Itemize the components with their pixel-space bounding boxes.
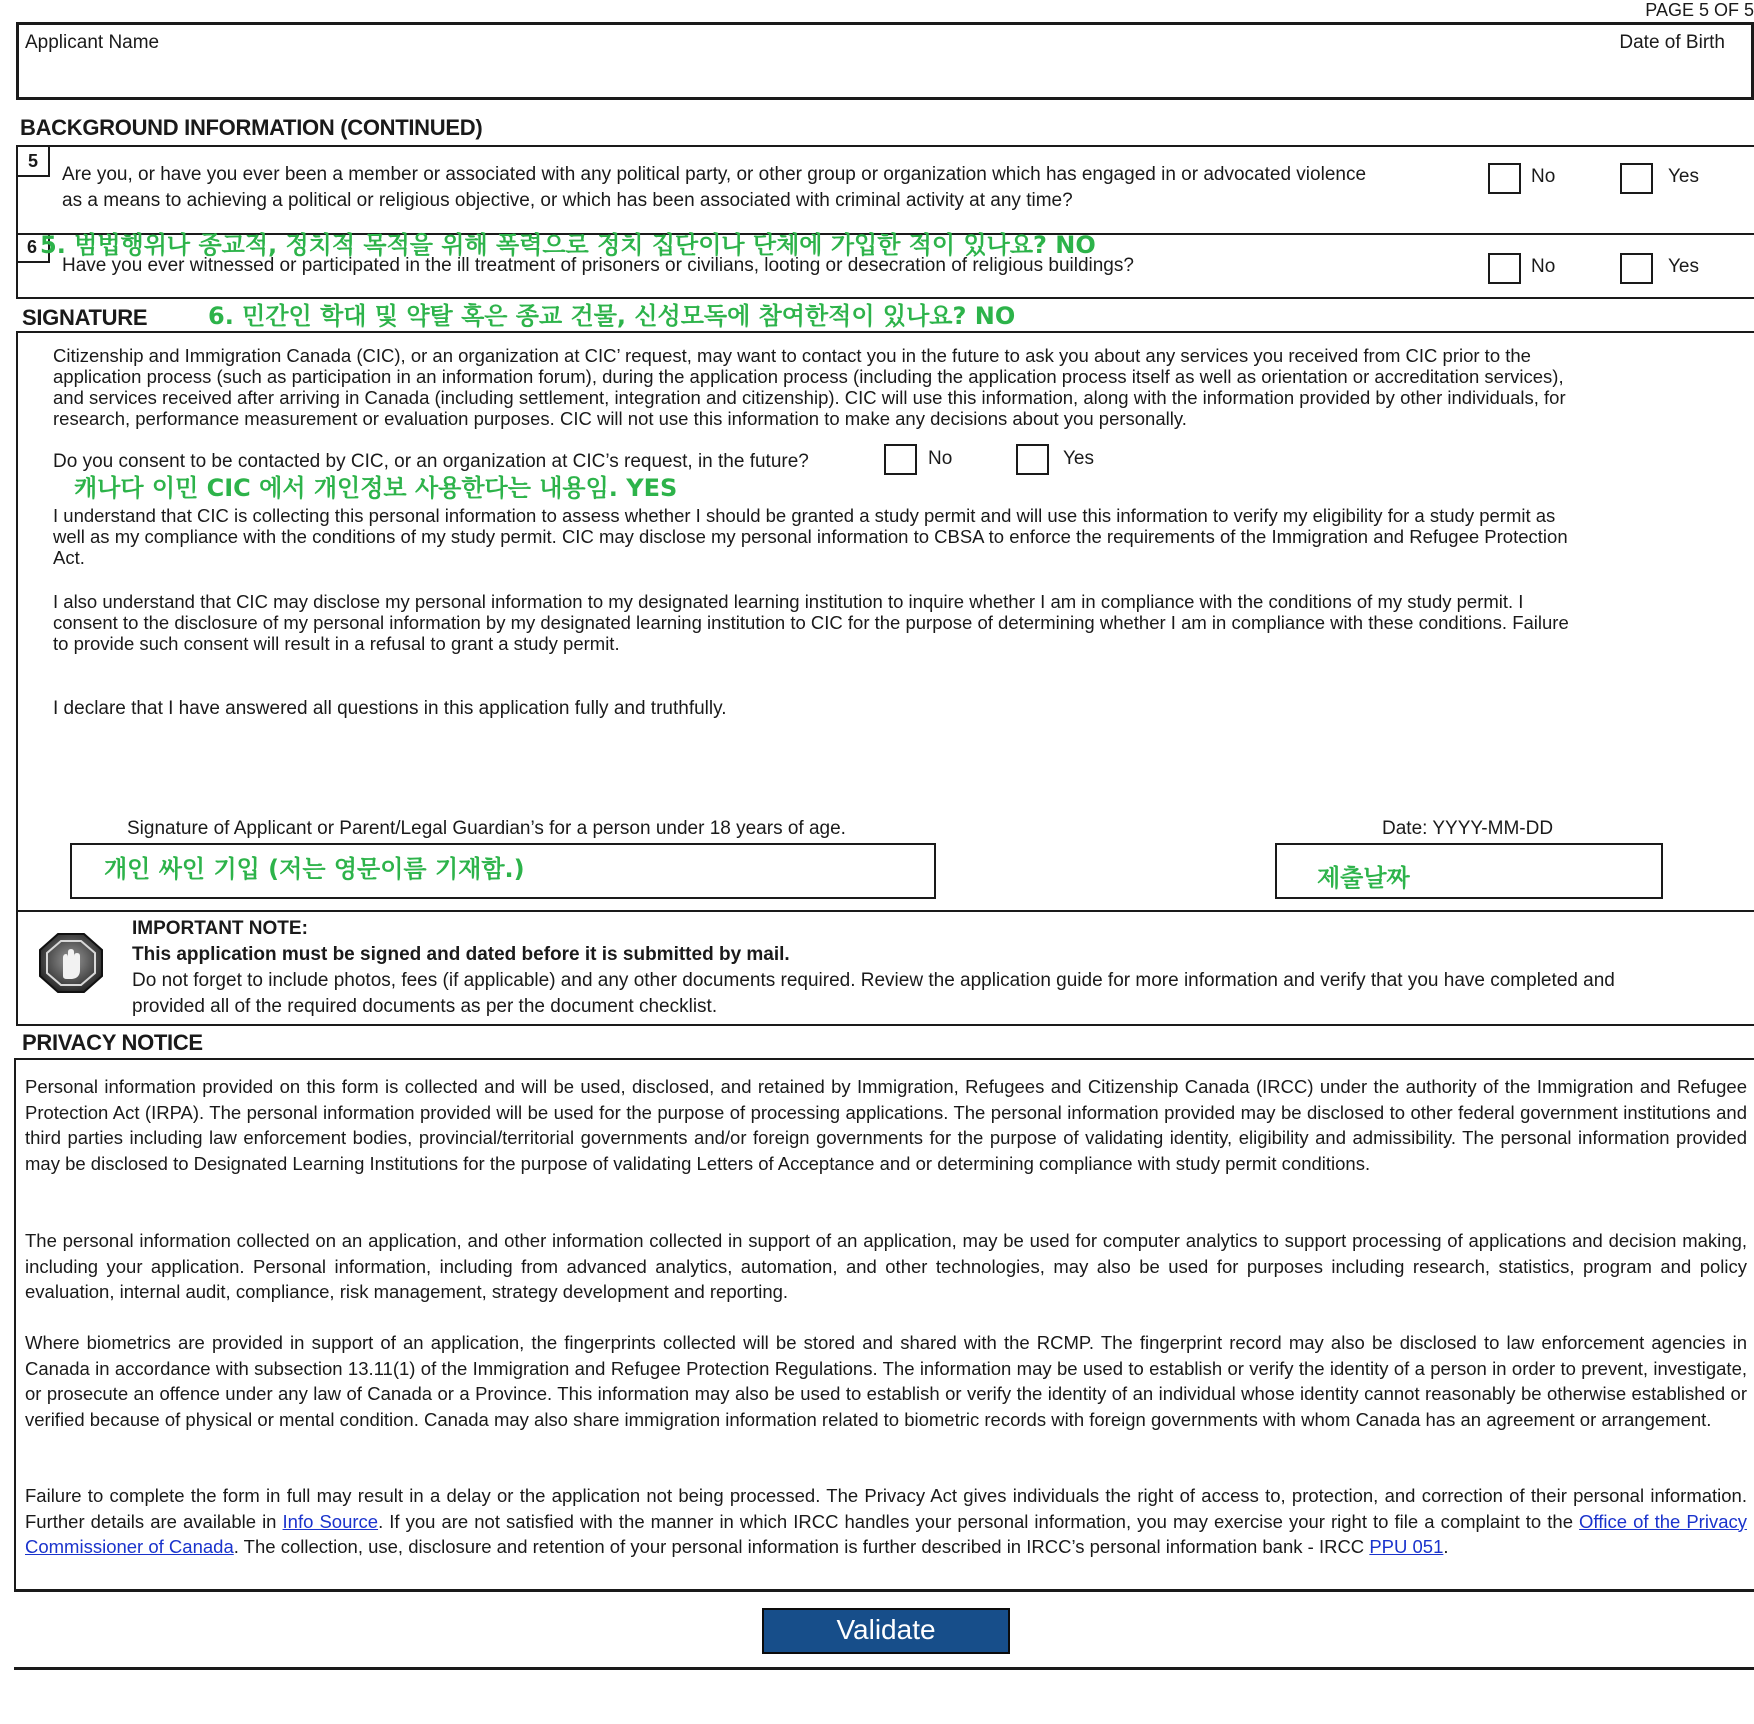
question-6-korean-note: 6. 민간인 학대 및 약탈 혹은 종교 건물, 신성모독에 참여한적이 있나요? NO: [208, 302, 1016, 330]
understand-para-line: Act.: [53, 547, 85, 568]
question-6-yes-label: Yes: [1668, 256, 1699, 277]
privacy-paragraph-2: The personal information collected on an application, and other information collected in support of an application, may be used for computer analytics to support processing of applications and decision making, including your application. Personal information, including from advanced analytics, automation, and other technologies, may also be used for purposes including research, statistics, program and policy evaluation, internal audit, compliance, risk management, strategy development and reporting.: [25, 1230, 1747, 1302]
consent-yes-label: Yes: [1063, 448, 1094, 469]
date-label: Date: YYYY-MM-DD: [1382, 818, 1554, 839]
consent-no-checkbox[interactable]: [884, 444, 917, 475]
dob-label: Date of Birth: [1619, 32, 1725, 53]
important-note-line-2: provided all of the required documents as per the document checklist.: [132, 996, 718, 1017]
page-number: PAGE 5 OF 5: [1645, 0, 1754, 20]
validate-button-label: Validate: [836, 1614, 936, 1645]
date-korean-note: 제출날짜: [1317, 864, 1410, 892]
cic-para-line: and services received after arriving in Canada (including settlement, integration and citizenship). CIC will use this information, along with the information provided by other individuals, for: [53, 387, 1566, 408]
disclosure-para-line: consent to the disclosure of my personal information by my designated learning institution to CIC for the purpose of determining whether I am in compliance with these conditions. Failure: [53, 612, 1569, 633]
signature-korean-note: 개인 싸인 기입 (저는 영문이름 기재함.): [104, 855, 525, 883]
understand-para-line: well as my compliance with the conditions of my study permit. CIC may disclose my personal information to CBSA to enforce the requirements of the Immigration and Refugee Protection: [53, 526, 1568, 547]
question-5-yes-checkbox[interactable]: [1620, 163, 1653, 194]
declaration-text: I declare that I have answered all questions in this application fully and truthfully.: [53, 698, 727, 719]
understand-para-line: I understand that CIC is collecting this personal information to assess whether I should be granted a study permit and will use this information to verify my eligibility for a study permit as: [53, 505, 1556, 526]
cic-para-line: Citizenship and Immigration Canada (CIC), or an organization at CIC’ request, may want to contact you in the future to ask you about any services you received from CIC prior to the: [53, 345, 1531, 366]
ppu-051-link[interactable]: PPU 051: [1369, 1536, 1444, 1557]
applicant-name-label: Applicant Name: [25, 32, 160, 53]
disclosure-paragraph: [53, 591, 1569, 654]
disclosure-para-line: I also understand that CIC may disclose my personal information to my designated learning institution to inquire whether I am in compliance with the conditions of my study permit. I: [53, 591, 1524, 612]
consent-yes-checkbox[interactable]: [1016, 444, 1049, 475]
stop-hand-icon: [36, 932, 106, 994]
important-note-bold-line: This application must be signed and dated before it is submitted by mail.: [132, 944, 790, 965]
question-5-yes-label: Yes: [1668, 166, 1699, 187]
understand-paragraph: [53, 505, 1568, 568]
privacy-p4-text-d: .: [1443, 1536, 1449, 1557]
consent-korean-note: 캐나다 이민 CIC 에서 개인정보 사용한다는 내용임. YES: [74, 474, 678, 502]
info-source-link[interactable]: Info Source: [282, 1510, 379, 1532]
validate-button[interactable]: [762, 1608, 1010, 1654]
privacy-paragraph-3: Where biometrics are provided in support of an application, the fingerprints collected will be stored and shared with the RCMP. The fingerprint record may also be disclosed to law enforcement agencies in Canada in accordance with subsection 13.11(1) of the Immigration and Refugee Protection Regulations. The information may be used to establish or verify the identity of a person in order to prevent, investigate, or prosecute an offence under any law of Canada or a Province. This information may also be used to establish or verify the identity of an individual whose identity cannot reasonably be otherwise established or verified because of physical or mental condition. Canada may also share immigration information related to biometric records with foreign governments with whom Canada has an agreement or arrangement.: [25, 1332, 1747, 1430]
cic-contact-paragraph: [53, 345, 1566, 429]
applicant-name-field[interactable]: [25, 59, 1425, 95]
important-note-heading: IMPORTANT NOTE:: [132, 918, 308, 939]
question-6-text: Have you ever witnessed or participated in the ill treatment of prisoners or civilians, looting or desecration of religious buildings?: [62, 255, 1134, 276]
privacy-paragraph-1: Personal information provided on this form is collected and will be used, disclosed, and retained by Immigration, Refugees and Citizenship Canada (IRCC) under the authority of the Immigration and Refugee Protection Act (IRPA). The personal information provided will be used for the purpose of processing applications. The personal information provided may be disclosed to other federal government institutions and third parties including law enforcement bodies, provincial/territorial governments and/or foreign governments for the purpose of validating identity, eligibility and admissibility. The personal information provided may be disclosed to Designated Learning Institutions for the purpose of validating Letters of Acceptance and or determining compliance with study permit conditions.: [25, 1076, 1747, 1174]
signature-section-title: SIGNATURE: [22, 305, 148, 330]
privacy-p4-text-a: Failure to complete the form in full may result in a delay or the application not being processed. The Privacy Act gives individuals the right of access to, protection, and correction of their personal information. Further details are available in: [25, 1485, 1747, 1532]
question-5-number: 5: [16, 145, 50, 177]
privacy-p4-text-b: . If you are not satisfied with the manner in which IRCC handles your personal information, you may exercise your right to file a complaint to the: [378, 1510, 1580, 1532]
question-5-no-label: No: [1531, 166, 1556, 187]
question-6-no-checkbox[interactable]: [1488, 253, 1521, 284]
dob-field[interactable]: [1471, 59, 1731, 95]
privacy-section-title: PRIVACY NOTICE: [22, 1030, 203, 1055]
privacy-p4-text-c: . The collection, use, disclosure and retention of your personal information is further described in IRCC’s personal information bank - IRCC: [233, 1536, 1370, 1557]
important-note-line-1: Do not forget to include photos, fees (if applicable) and any other documents required. Review the application guide for more information and verify that you have completed and: [132, 970, 1615, 991]
cic-para-line: research, performance measurement or evaluation purposes. CIC will not use this information to make any decisions about you personally.: [53, 408, 1187, 429]
privacy-commissioner-link[interactable]: Office of the Privacy Commissioner of Canada: [25, 1510, 1747, 1557]
consent-no-label: No: [928, 448, 953, 469]
background-section-title: BACKGROUND INFORMATION (CONTINUED): [20, 115, 483, 140]
question-5-line-1: Are you, or have you ever been a member or associated with any political party, or other group or organization which has engaged in or advocated violence: [62, 164, 1367, 185]
bottom-divider: [14, 1667, 1754, 1670]
privacy-paragraph-4: [25, 1483, 1747, 1560]
question-5-korean-note: 5. 범법행위나 종교적, 정치적 목적을 위해 폭력으로 정치 집단이나 단체에 가입한 적이 있나요? NO: [40, 231, 1096, 259]
cic-para-line: application process (such as participation in an information forum), during the application process (including the application process itself as well as orientation or accreditation services),: [53, 366, 1564, 387]
question-6-yes-checkbox[interactable]: [1620, 253, 1653, 284]
question-5-line-2: as a means to achieving a political or religious objective, or which has been associated with criminal activity at any time?: [62, 190, 1073, 211]
question-6-no-label: No: [1531, 256, 1556, 277]
question-6-number: 6: [16, 233, 50, 263]
applicant-header-box: [16, 22, 1754, 100]
signature-label: Signature of Applicant or Parent/Legal Guardian’s for a person under 18 years of age.: [127, 818, 846, 839]
disclosure-para-line: to provide such consent will result in a refusal to grant a study permit.: [53, 633, 620, 654]
question-5-no-checkbox[interactable]: [1488, 163, 1521, 194]
consent-question: Do you consent to be contacted by CIC, or an organization at CIC’s request, in the future?: [53, 451, 809, 472]
